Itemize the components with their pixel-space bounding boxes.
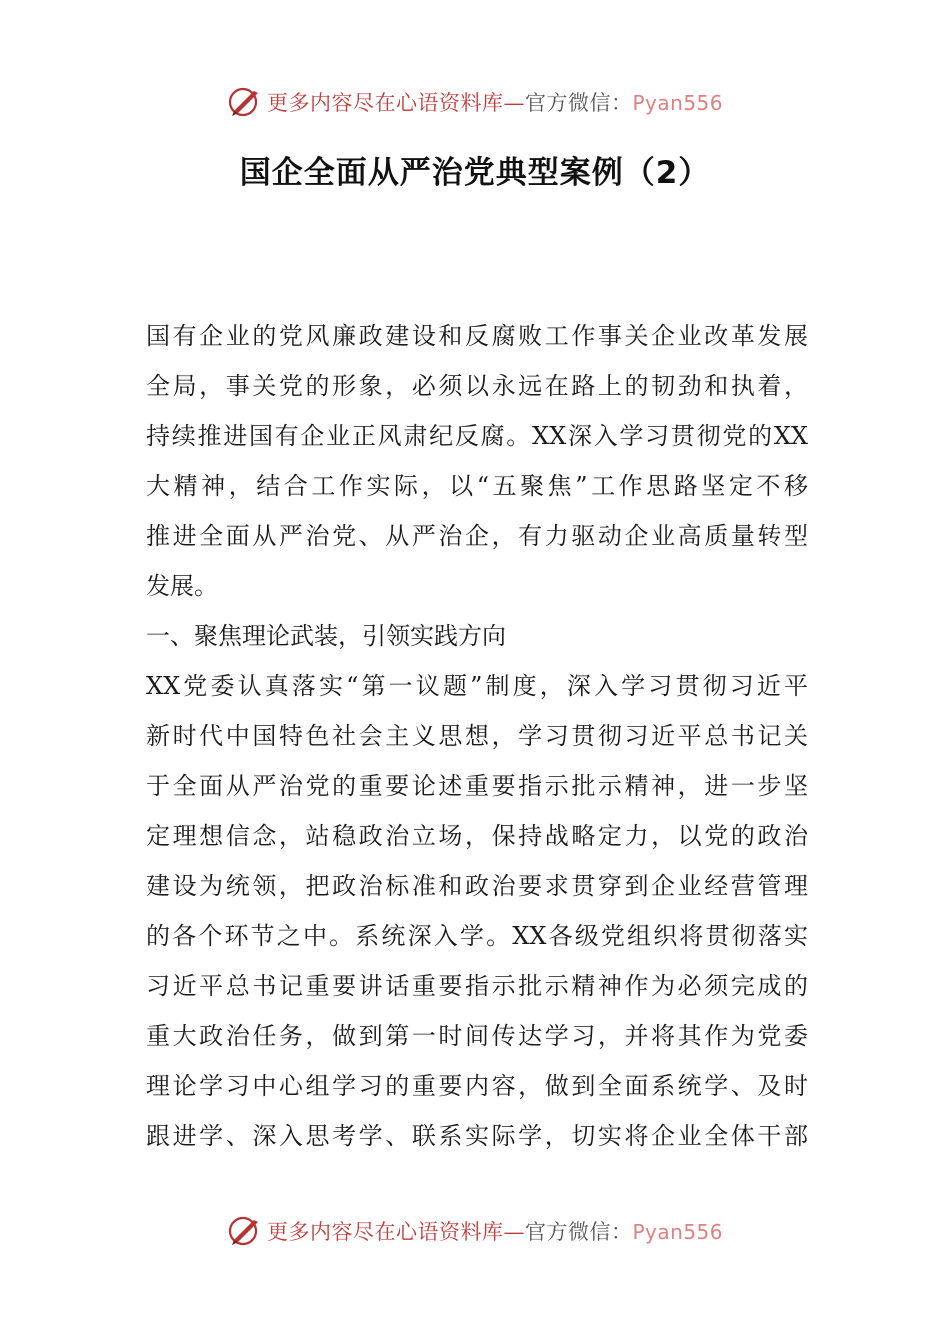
paragraph-2-line: 重大政治任务，做到第一时间传达学习，并将其作为党委 [146, 1022, 808, 1050]
pen-logo-icon [227, 1213, 263, 1249]
footer-banner-separator: — [503, 1220, 525, 1244]
header-banner-text [267, 87, 723, 117]
pen-logo-icon [227, 84, 263, 120]
header-banner-main: 更多内容尽在心语资料库 [266, 91, 504, 115]
paragraph-1-line: 推进全面从严治党、从严治企，有力驱动企业高质量转型 [146, 522, 808, 550]
paragraph-1-line: 持续推进国有企业正风肃纪反腐。XX深入学习贯彻党的XX [146, 422, 808, 450]
paragraph-1-line: 国有企业的党风廉政建设和反腐败工作事关企业改革发展 [146, 322, 808, 350]
section-1-heading: 一、聚焦理论武装，引领实践方向 [146, 622, 506, 650]
header-banner-wechat-id: Pyan556 [632, 91, 723, 115]
paragraph-2-line: 于全面从严治党的重要论述重要指示批示精神，进一步坚 [146, 772, 808, 800]
paragraph-2-line: 习近平总书记重要讲话重要指示批示精神作为必须完成的 [146, 972, 808, 1000]
paragraph-1-line: 全局，事关党的形象，必须以永远在路上的韧劲和执着， [146, 372, 808, 400]
header-banner [0, 82, 950, 122]
paragraph-1-line: 发展。 [146, 572, 218, 600]
footer-banner-text [267, 1216, 723, 1246]
paragraph-1-line: 大精神，结合工作实际，以“五聚焦”工作思路坚定不移 [146, 472, 808, 500]
footer-banner-main: 更多内容尽在心语资料库 [266, 1220, 504, 1244]
footer-banner-wechat-id: Pyan556 [632, 1220, 723, 1244]
footer-banner [0, 1211, 950, 1251]
page-title: 国企全面从严治党典型案例（2） [239, 155, 711, 191]
footer-banner-wechat-label: 官方微信： [524, 1220, 633, 1244]
header-banner-wechat-label: 官方微信： [524, 91, 633, 115]
header-banner-separator: — [503, 91, 525, 115]
paragraph-2-line: 建设为统领，把政治标准和政治要求贯穿到企业经营管理 [146, 872, 808, 900]
paragraph-2-line: XX党委认真落实“第一议题”制度，深入学习贯彻习近平 [146, 672, 808, 700]
paragraph-2-line: 理论学习中心组学习的重要内容，做到全面系统学、及时 [146, 1072, 808, 1100]
paragraph-2-line: 定理想信念，站稳政治立场，保持战略定力，以党的政治 [146, 822, 808, 850]
paragraph-2-line: 的各个环节之中。系统深入学。XX各级党组织将贯彻落实 [146, 922, 808, 950]
paragraph-2-line: 跟进学、深入思考学、联系实际学，切实将企业全体干部 [146, 1122, 808, 1150]
document-body [146, 311, 808, 1161]
paragraph-2-line: 新时代中国特色社会主义思想，学习贯彻习近平总书记关 [146, 722, 808, 750]
